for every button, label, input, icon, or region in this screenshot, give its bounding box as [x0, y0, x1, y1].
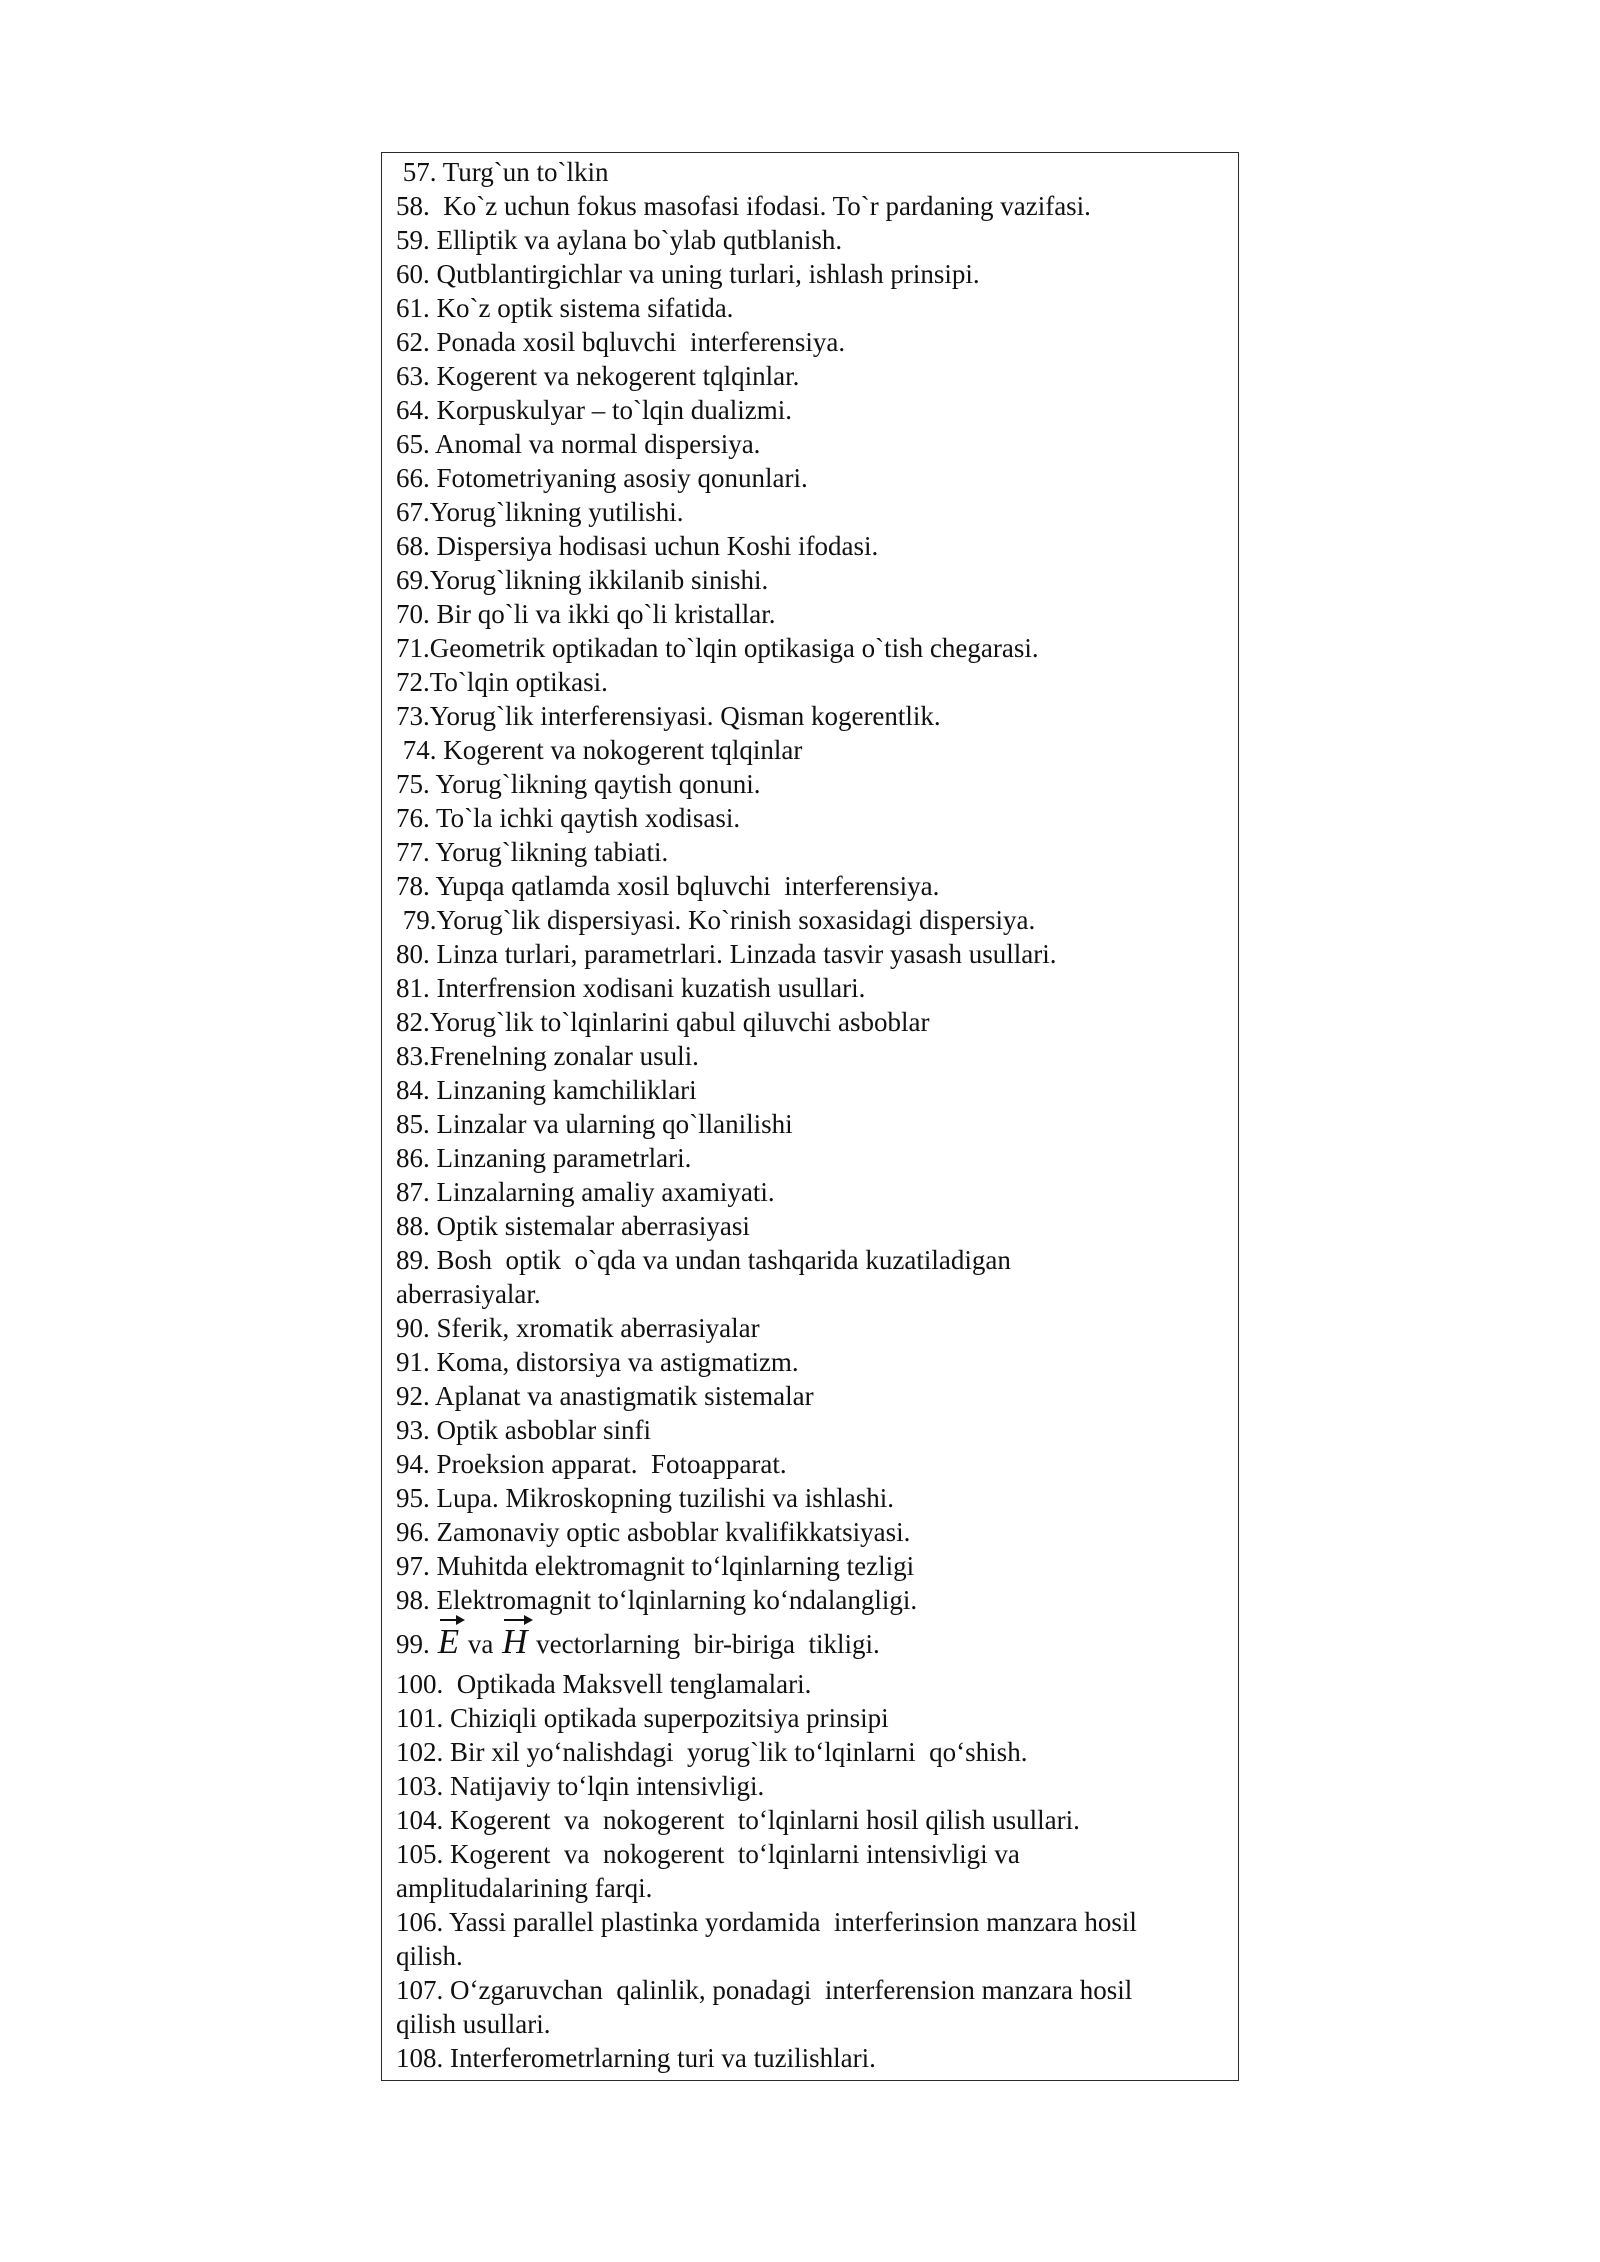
question-text-line: 78. Yupqa qatlamda xosil bqluvchi interferensiya. [396, 871, 940, 901]
vector-e-symbol: E [437, 1622, 460, 1661]
question-text-line: 86. Linzaning parametrlari. [396, 1143, 692, 1173]
question-text-line: 59. Elliptik va aylana bo`ylab qutblanish. [396, 225, 843, 255]
question-item [396, 1769, 1228, 1803]
question-item [396, 359, 1228, 393]
question-item [396, 1549, 1228, 1583]
question-text-line: 104. Kogerent va nokogerent to‘lqinlarni hosil qilish usullari. [396, 1805, 1080, 1835]
question-item [396, 1667, 1228, 1701]
question-item [396, 1905, 1228, 1973]
question-item [396, 1175, 1228, 1209]
question-text-line: 105. Kogerent va nokogerent to‘lqinlarni intensivligi va [396, 1839, 1020, 1869]
question-item [396, 801, 1228, 835]
question-text-line: 85. Linzalar va ularning qo`llanilishi [396, 1109, 793, 1139]
question-text-line: 77. Yorug`likning tabiati. [396, 837, 669, 867]
question-item [396, 291, 1228, 325]
question-item [396, 1209, 1228, 1243]
question-item [396, 461, 1228, 495]
question-text-line: 70. Bir qo`li va ikki qo`li kristallar. [396, 599, 776, 629]
question-item [396, 1803, 1228, 1837]
question-item [396, 529, 1228, 563]
question-item [396, 937, 1228, 971]
question-text-line: amplitudalarining farqi. [396, 1873, 653, 1903]
question-text-line: 67.Yorug`likning yutilishi. [396, 497, 684, 527]
question-item [396, 1005, 1228, 1039]
question-text-line: 91. Koma, distorsiya va astigmatizm. [396, 1347, 799, 1377]
question-text-line: 100. Optikada Maksvell tenglamalari. [396, 1669, 812, 1699]
formula-prefix: 99. [396, 1629, 430, 1659]
question-text-line: 72.To`lqin optikasi. [396, 667, 608, 697]
question-text-line: 82.Yorug`lik to`lqinlarini qabul qiluvchi asboblar [396, 1007, 930, 1037]
question-text-line: 89. Bosh optik o`qda va undan tashqarida kuzatiladigan [396, 1245, 1011, 1275]
vector-h-symbol: H [502, 1622, 528, 1661]
question-item [396, 597, 1228, 631]
question-item [396, 1379, 1228, 1413]
question-text-line: 57. Turg`un to`lkin [396, 157, 609, 187]
question-item [396, 1701, 1228, 1735]
question-text-line: 92. Aplanat va anastigmatik sistemalar [396, 1381, 814, 1411]
question-item [396, 1735, 1228, 1769]
question-list-box [381, 152, 1239, 2081]
question-text-line: 66. Fotometriyaning asosiy qonunlari. [396, 463, 808, 493]
question-item [396, 1311, 1228, 1345]
question-item [396, 1039, 1228, 1073]
formula-suffix-text: vectorlarning bir-biriga tikligi. [529, 1629, 880, 1659]
question-item [396, 767, 1228, 801]
question-text-line: 61. Ko`z optik sistema sifatida. [396, 293, 734, 323]
question-item [396, 1973, 1228, 2041]
question-text-line: 88. Optik sistemalar aberrasiyasi [396, 1211, 750, 1241]
question-item [396, 869, 1228, 903]
question-text-line: 73.Yorug`lik interferensiyasi. Qisman kogerentlik. [396, 701, 941, 731]
question-item [396, 1837, 1228, 1905]
question-text-line: 62. Ponada xosil bqluvchi interferensiya. [396, 327, 846, 357]
question-item [396, 1073, 1228, 1107]
question-text-line: qilish usullari. [396, 2009, 551, 2039]
question-text-line: aberrasiyalar. [396, 1279, 541, 1309]
question-item [396, 835, 1228, 869]
question-text-line: 80. Linza turlari, parametrlari. Linzada tasvir yasash usullari. [396, 939, 1057, 969]
question-item [396, 223, 1228, 257]
question-item [396, 2041, 1228, 2075]
question-item [396, 1413, 1228, 1447]
question-item [396, 189, 1228, 223]
question-text-line: 58. Ko`z uchun fokus masofasi ifodasi. To`r pardaning vazifasi. [396, 191, 1091, 221]
formula-middle-text: va [461, 1629, 501, 1659]
question-item [396, 1617, 1228, 1667]
question-item [396, 699, 1228, 733]
question-text-line: 108. Interferometrlarning turi va tuzilishlari. [396, 2043, 876, 2073]
question-text-line: 106. Yassi parallel plastinka yordamida interferinsion manzara hosil [396, 1907, 1137, 1937]
question-item [396, 733, 1228, 767]
question-text-line: 64. Korpuskulyar – to`lqin dualizmi. [396, 395, 792, 425]
question-text-line: 75. Yorug`likning qaytish qonuni. [396, 769, 761, 799]
question-text-line: 76. To`la ichki qaytish xodisasi. [396, 803, 741, 833]
question-item [396, 1107, 1228, 1141]
question-text-line: 102. Bir xil yo‘nalishdagi yorug`lik to‘lqinlarni qo‘shish. [396, 1737, 1028, 1767]
question-item [396, 155, 1228, 189]
question-text-line: 84. Linzaning kamchiliklari [396, 1075, 697, 1105]
question-text-line: 93. Optik asboblar sinfi [396, 1415, 651, 1445]
question-item [396, 393, 1228, 427]
question-text-line: 103. Natijaviy to‘lqin intensivligi. [396, 1771, 765, 1801]
question-text-line: 96. Zamonaviy optic asboblar kvalifikkatsiyasi. [396, 1517, 911, 1547]
question-item [396, 1345, 1228, 1379]
question-item [396, 1481, 1228, 1515]
question-text-line: 71.Geometrik optikadan to`lqin optikasiga o`tish chegarasi. [396, 633, 1039, 663]
question-item [396, 1243, 1228, 1311]
question-text-line: 98. Elektromagnit to‘lqinlarning ko‘ndalangligi. [396, 1585, 918, 1615]
question-text-line: 81. Interfrension xodisani kuzatish usullari. [396, 973, 866, 1003]
question-text-line: 65. Anomal va normal dispersiya. [396, 429, 761, 459]
question-text-line: 95. Lupa. Mikroskopning tuzilishi va ishlashi. [396, 1483, 894, 1513]
question-item [396, 1447, 1228, 1481]
question-item [396, 1583, 1228, 1617]
question-item [396, 563, 1228, 597]
question-text-line: 74. Kogerent va nokogerent tqlqinlar [396, 735, 803, 765]
question-item [396, 1515, 1228, 1549]
question-text-line: 69.Yorug`likning ikkilanib sinishi. [396, 565, 769, 595]
question-text-line: 63. Kogerent va nekogerent tqlqinlar. [396, 361, 800, 391]
question-item [396, 325, 1228, 359]
question-text-line: 83.Frenelning zonalar usuli. [396, 1041, 699, 1071]
question-text-line: 94. Proeksion apparat. Fotoapparat. [396, 1449, 787, 1479]
question-formula-line [396, 1617, 1228, 1667]
question-text-line: 60. Qutblantirgichlar va uning turlari, ishlash prinsipi. [396, 259, 980, 289]
question-item [396, 631, 1228, 665]
question-text-line: 68. Dispersiya hodisasi uchun Koshi ifodasi. [396, 531, 879, 561]
question-item [396, 903, 1228, 937]
question-item [396, 427, 1228, 461]
question-item [396, 257, 1228, 291]
question-text-line: qilish. [396, 1941, 463, 1971]
question-text-line: 87. Linzalarning amaliy axamiyati. [396, 1177, 775, 1207]
question-item [396, 1141, 1228, 1175]
question-item [396, 971, 1228, 1005]
question-text-line: 101. Chiziqli optikada superpozitsiya prinsipi [396, 1703, 889, 1733]
question-item [396, 665, 1228, 699]
question-text-line: 79.Yorug`lik dispersiyasi. Ko`rinish soxasidagi dispersiya. [396, 905, 1036, 935]
question-text-line: 90. Sferik, xromatik aberrasiyalar [396, 1313, 760, 1343]
question-item [396, 495, 1228, 529]
question-text-line: 107. O‘zgaruvchan qalinlik, ponadagi interferension manzara hosil [396, 1975, 1133, 2005]
question-text-line: 97. Muhitda elektromagnit to‘lqinlarning tezligi [396, 1551, 915, 1581]
